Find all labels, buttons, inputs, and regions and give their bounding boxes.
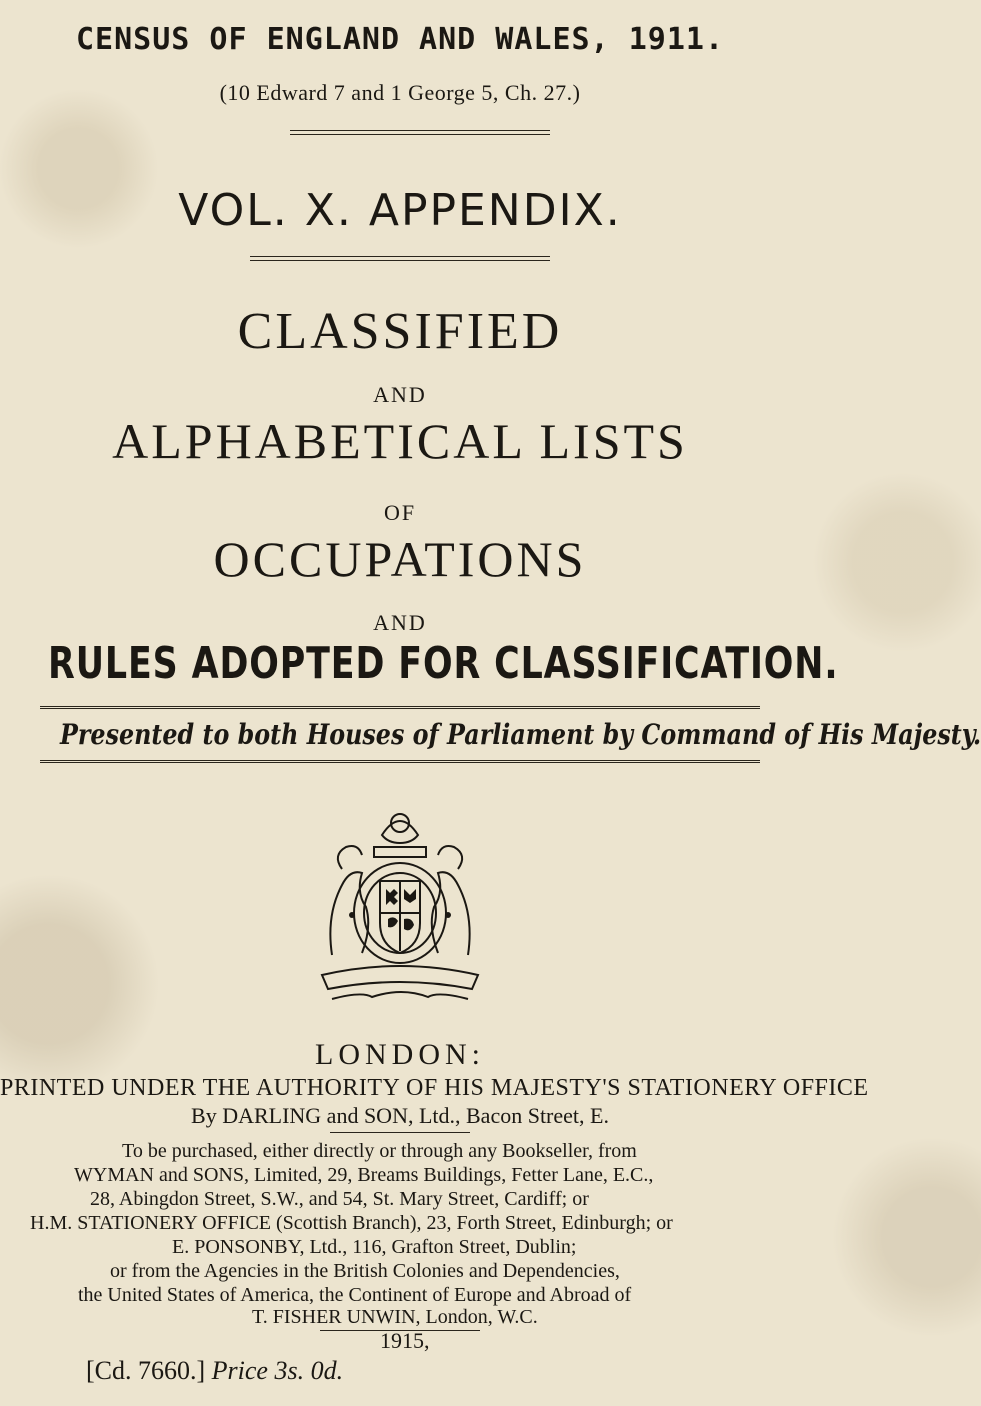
- imprint-line: To be purchased, either directly or through any Bookseller, from: [122, 1140, 637, 1162]
- and-connector: AND: [373, 382, 427, 407]
- divider: [250, 256, 550, 257]
- presented-line: Presented to both Houses of Parliament by Command of His Majesty.: [60, 718, 981, 751]
- occupations-heading: OCCUPATIONS: [213, 531, 587, 587]
- divider: [40, 760, 760, 763]
- and-connector: AND: [373, 610, 427, 635]
- divider: [290, 130, 550, 131]
- divider: [40, 706, 760, 709]
- imprint-city: LONDON:: [315, 1038, 485, 1071]
- volume-heading: VOL. X. APPENDIX.: [178, 185, 622, 236]
- imprint-line: or from the Agencies in the British Colonies and Dependencies,: [110, 1260, 620, 1282]
- imprint-line: the United States of America, the Continent of Europe and Abroad of: [78, 1284, 632, 1306]
- imprint-authority: PRINTED UNDER THE AUTHORITY OF HIS MAJESTY'S STATIONERY OFFICE: [0, 1075, 869, 1101]
- royal-coat-of-arms-icon: [312, 805, 488, 1005]
- classified-heading: CLASSIFIED: [237, 303, 563, 360]
- divider: [330, 1132, 470, 1133]
- imprint-line: WYMAN and SONS, Limited, 29, Breams Buildings, Fetter Lane, E.C.,: [74, 1164, 654, 1186]
- publication-year: 1915,: [380, 1328, 430, 1353]
- imprint-line: 28, Abingdon Street, S.W., and 54, St. Mary Street, Cardiff; or: [90, 1188, 589, 1210]
- alphabetical-lists-heading: ALPHABETICAL LISTS: [112, 413, 688, 469]
- imprint-printer: By DARLING and SON, Ltd., Bacon Street, E.: [191, 1103, 609, 1128]
- price-value: Price 3s. 0d.: [211, 1356, 344, 1385]
- imprint-line: H.M. STATIONERY OFFICE (Scottish Branch), 23, Forth Street, Edinburgh; or: [30, 1212, 673, 1234]
- census-title: CENSUS OF ENGLAND AND WALES, 1911.: [75, 22, 725, 57]
- price-line: [86, 1356, 343, 1386]
- divider: [290, 134, 550, 135]
- divider: [250, 260, 550, 261]
- imprint-line: E. PONSONBY, Ltd., 116, Grafton Street, Dublin;: [172, 1236, 577, 1258]
- rules-heading: RULES ADOPTED FOR CLASSIFICATION.: [48, 638, 839, 689]
- imprint-line: T. FISHER UNWIN, London, W.C.: [252, 1306, 538, 1328]
- command-paper-number: [Cd. 7660.]: [86, 1356, 206, 1385]
- census-subtitle: (10 Edward 7 and 1 George 5, Ch. 27.): [219, 80, 581, 105]
- of-connector: OF: [383, 500, 417, 525]
